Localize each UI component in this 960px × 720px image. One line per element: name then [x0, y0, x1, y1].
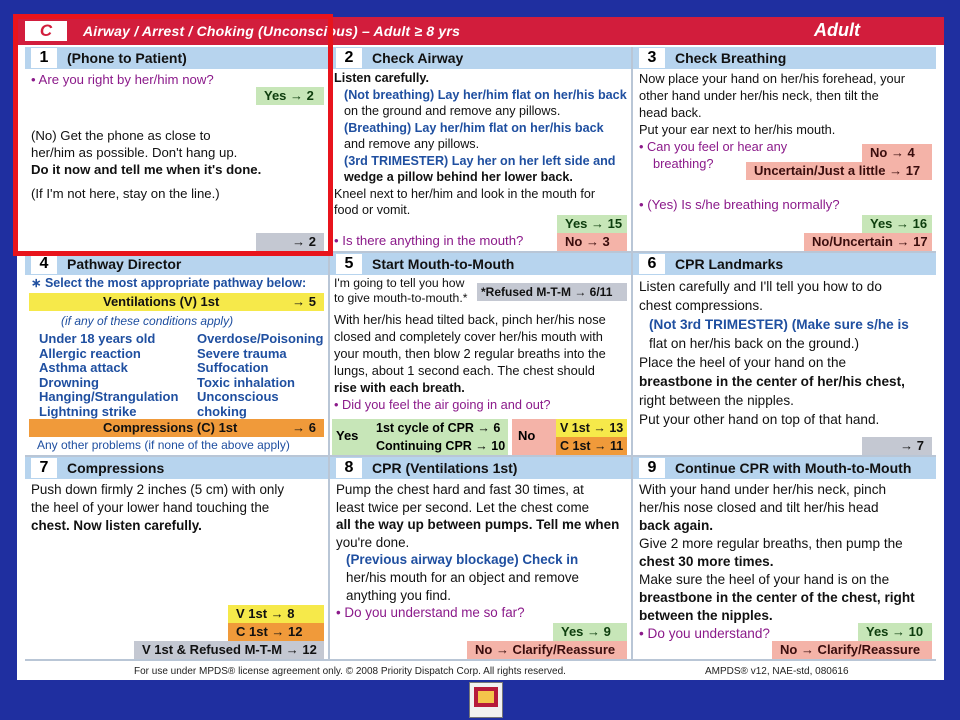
panel-5	[330, 253, 633, 457]
text-line: back again.	[639, 518, 714, 533]
goto-button[interactable]: → 7	[862, 437, 932, 455]
instructions	[639, 277, 932, 429]
text-line: Kneel next to her/him and look in the mouth for	[334, 186, 596, 201]
text-line: Listen carefully and I'll tell you how to do	[639, 279, 882, 294]
text-line: right between the nipples.	[639, 393, 794, 408]
panel-title: (Phone to Patient)	[67, 50, 187, 66]
text-line: least twice per second. Let the chest come	[336, 499, 590, 515]
text-line: anything you find.	[346, 587, 451, 603]
panel-header	[633, 253, 936, 275]
yes-answer[interactable]: Yes → 9	[553, 623, 627, 641]
panel-header	[633, 47, 936, 69]
copyright-text: For use under MPDS® license agreement only. © 2008 Priority Dispatch Corp. All rights reserved.	[134, 666, 566, 677]
question: • Do you understand?	[639, 626, 770, 641]
yes-answer[interactable]: Yes → 2	[256, 87, 324, 105]
panel-number: 8	[336, 458, 362, 478]
note: (If I'm not here, stay on the line.)	[31, 186, 220, 201]
yes-answer[interactable]: Yes → 15	[557, 215, 627, 233]
condition-item: Allergic reaction	[39, 345, 141, 361]
panel-number: 2	[336, 48, 362, 68]
text-line: (Not breathing) Lay her/him flat on her/his back	[344, 87, 627, 102]
panel-8	[330, 457, 633, 661]
text-line: wedge a pillow behind her lower back.	[344, 170, 573, 184]
condition-item: Under 18 years old	[39, 331, 156, 346]
panel-4	[25, 253, 330, 457]
panel-number: 9	[639, 458, 665, 478]
instructions	[639, 481, 932, 643]
text-line: (Not 3rd TRIMESTER) (Make sure s/he is	[649, 317, 909, 332]
instructions	[334, 70, 627, 219]
text-line: (3rd TRIMESTER) Lay her on her left side and	[344, 153, 616, 168]
panel-number: 1	[31, 48, 57, 68]
c-first-option[interactable]: C 1st → 11	[556, 437, 627, 455]
text-line: you're done.	[336, 534, 410, 550]
condition-item: Asthma attack	[39, 360, 128, 375]
text-line: chest compressions.	[639, 298, 763, 313]
card-footer	[17, 663, 944, 680]
panel-header	[330, 457, 631, 479]
text-line: Listen carefully.	[334, 71, 429, 85]
yes-label: Yes	[336, 428, 359, 443]
text-line: her/him as possible. Don't hang up.	[31, 145, 238, 160]
text-line: her/his nose closed and tilt her/his head	[639, 500, 879, 515]
c-first-option[interactable]: C 1st → 12	[228, 623, 324, 641]
panel-2	[330, 47, 633, 253]
instructions	[334, 311, 627, 413]
text-line: to give mouth-to-mouth.*	[334, 291, 468, 305]
v-first-option[interactable]: V 1st → 8	[228, 605, 324, 623]
panel-6	[633, 253, 936, 457]
continuing-cpr[interactable]: Continuing CPR → 10	[376, 439, 506, 453]
panel-title: Check Airway	[372, 50, 464, 66]
text-line: her/his mouth for an object and remove	[346, 569, 579, 585]
panel-number: 5	[336, 254, 362, 274]
v-first-refused-option[interactable]: V 1st & Refused M-T-M → 12	[134, 641, 324, 659]
yes-answer[interactable]: Yes → 16	[862, 215, 932, 233]
text-line: other hand under her/his neck, then tilt the	[639, 88, 879, 103]
condition-item: Severe trauma	[197, 345, 287, 361]
text-line: rise with each breath.	[334, 380, 465, 395]
no-answer[interactable]: No → Clarify/Reassure	[772, 641, 932, 659]
panel-title: Continue CPR with Mouth-to-Mouth	[675, 460, 912, 476]
panel-header	[330, 253, 631, 275]
text-line: head back.	[639, 105, 702, 120]
conditions-right	[197, 332, 327, 419]
text-line: on the ground and remove any pillows.	[344, 104, 561, 118]
question: • Did you feel the air going in and out?	[334, 397, 551, 412]
first-cycle-cpr[interactable]: 1st cycle of CPR → 6	[376, 421, 501, 435]
panel-header	[330, 47, 631, 69]
panel-number: 3	[639, 48, 665, 68]
text-line: Put your ear next to her/his mouth.	[639, 122, 836, 137]
no-branch	[512, 419, 627, 455]
text-line: your mouth, then blow 2 regular breaths into the	[334, 346, 606, 361]
conditions-note: (if any of these conditions apply)	[61, 314, 234, 328]
question-cont: breathing?	[653, 156, 714, 171]
text-line: Do it now and tell me when it's done.	[31, 162, 262, 177]
text-line: I'm going to tell you how	[334, 276, 465, 290]
compressions-pathway[interactable]	[29, 419, 324, 437]
question: • (Yes) Is s/he breathing normally?	[639, 197, 840, 212]
card-title: Airway / Arrest / Choking (Unconscious) – Adult ≥ 8 yrs	[83, 23, 461, 39]
no-label: No	[518, 428, 536, 443]
pathway-label: Compressions (C) 1st	[103, 420, 238, 435]
conditions-left	[39, 332, 199, 419]
v-first-option[interactable]: V 1st → 13	[556, 419, 627, 437]
pathway-prompt: ∗ Select the most appropriate pathway below:	[31, 276, 307, 290]
uncertain-answer[interactable]: Uncertain/Just a little → 17	[746, 162, 932, 180]
panel-header	[633, 457, 936, 479]
panel-number: 7	[31, 458, 57, 478]
condition-item: Toxic inhalation	[197, 374, 295, 390]
condition-item: Lightning strike	[39, 403, 137, 419]
protocol-letter: C	[25, 21, 67, 41]
condition-item: Suffocation	[197, 360, 269, 375]
panel-title: CPR Landmarks	[675, 256, 784, 272]
yes-branch	[332, 419, 508, 455]
panel-header	[25, 253, 328, 275]
text-line: Make sure the heel of your hand is on the	[639, 572, 890, 587]
thumbnail-screen-inner	[478, 691, 494, 703]
slide-thumbnail-icon[interactable]	[469, 682, 503, 718]
ventilations-pathway[interactable]	[29, 293, 324, 311]
text-line: With your hand under her/his neck, pinch	[639, 482, 887, 497]
text-line: between the nipples.	[639, 608, 773, 623]
question: • Is there anything in the mouth?	[334, 233, 524, 248]
text-line: breastbone in the center of her/his chest,	[639, 374, 905, 389]
highlight-box	[13, 14, 333, 256]
panel-title: Pathway Director	[67, 256, 182, 272]
text-line: flat on her/his back on the ground.)	[649, 336, 860, 351]
goto-button[interactable]: → 2	[256, 233, 324, 251]
text-line: Give 2 more regular breaths, then pump the	[639, 536, 903, 551]
pathway-goto: → 6	[292, 420, 316, 435]
question: • Do you understand me so far?	[336, 605, 525, 621]
text-line: chest. Now listen carefully.	[31, 518, 202, 533]
no-uncertain-answer[interactable]: No/Uncertain → 17	[804, 233, 932, 251]
text-line: Pump the chest hard and fast 30 times, at	[336, 482, 584, 497]
text-line: lungs, about 1 second each. The chest should	[334, 363, 595, 378]
version-text: AMPDS® v12, NAE-std, 080616	[705, 666, 849, 677]
no-answer[interactable]: No → 4	[862, 144, 932, 162]
condition-item: Hanging/Strangulation	[39, 389, 179, 404]
condition-item: Overdose/Poisoning	[197, 331, 324, 346]
question: • Are you right by her/him now?	[31, 72, 214, 87]
text-line: Place the heel of your hand on the	[639, 355, 847, 370]
text-line: Put your other hand on top of that hand.	[639, 412, 880, 427]
panel-title: CPR (Ventilations 1st)	[372, 460, 518, 476]
yes-answer[interactable]: Yes → 10	[858, 623, 932, 641]
instructions	[31, 481, 324, 535]
text-line: the heel of your lower hand touching the	[31, 500, 270, 515]
text-line: all the way up between pumps. Tell me when	[336, 517, 620, 533]
question: • Can you feel or hear any	[639, 139, 788, 154]
condition-item: Unconscious choking	[197, 389, 279, 419]
panel-number: 6	[639, 254, 665, 274]
panel-title: Compressions	[67, 460, 165, 476]
text-line: (No) Get the phone as close to	[31, 128, 211, 143]
no-answer[interactable]: No → Clarify/Reassure	[467, 641, 627, 659]
pathway-goto: → 5	[292, 294, 316, 309]
other-problems: Any other problems (if none of the above apply)	[37, 438, 290, 452]
refused-mtm-button[interactable]: *Refused M-T-M → 6/11	[477, 283, 627, 301]
condition-item: Drowning	[39, 374, 99, 390]
panel-7	[25, 457, 330, 661]
panel-title: Check Breathing	[675, 50, 787, 66]
text-line: chest 30 more times.	[639, 554, 774, 569]
text-line: Push down firmly 2 inches (5 cm) with only	[31, 482, 285, 497]
panel-number: 4	[31, 254, 57, 274]
panel-9	[633, 457, 936, 661]
text-line: and remove any pillows.	[344, 137, 480, 151]
text-line: food or vomit.	[334, 203, 411, 217]
text-line: (Previous airway blockage) Check in	[346, 552, 579, 568]
panel-3	[633, 47, 936, 253]
text-line: Now place your hand on her/his forehead, your	[639, 71, 906, 86]
panel-title: Start Mouth-to-Mouth	[372, 256, 515, 272]
text-line: (Breathing) Lay her/him flat on her/his back	[344, 120, 604, 135]
panel-header	[25, 457, 328, 479]
text-line: With her/his head tilted back, pinch her/his nose	[334, 312, 606, 327]
no-answer[interactable]: No → 3	[557, 233, 627, 251]
instructions	[336, 481, 627, 622]
text-line: breastbone in the center of the chest, right	[639, 590, 915, 605]
pathway-label: Ventilations (V) 1st	[103, 294, 220, 309]
card-category: Adult	[814, 20, 860, 40]
text-line: closed and completely cover her/his mouth with	[334, 329, 603, 344]
